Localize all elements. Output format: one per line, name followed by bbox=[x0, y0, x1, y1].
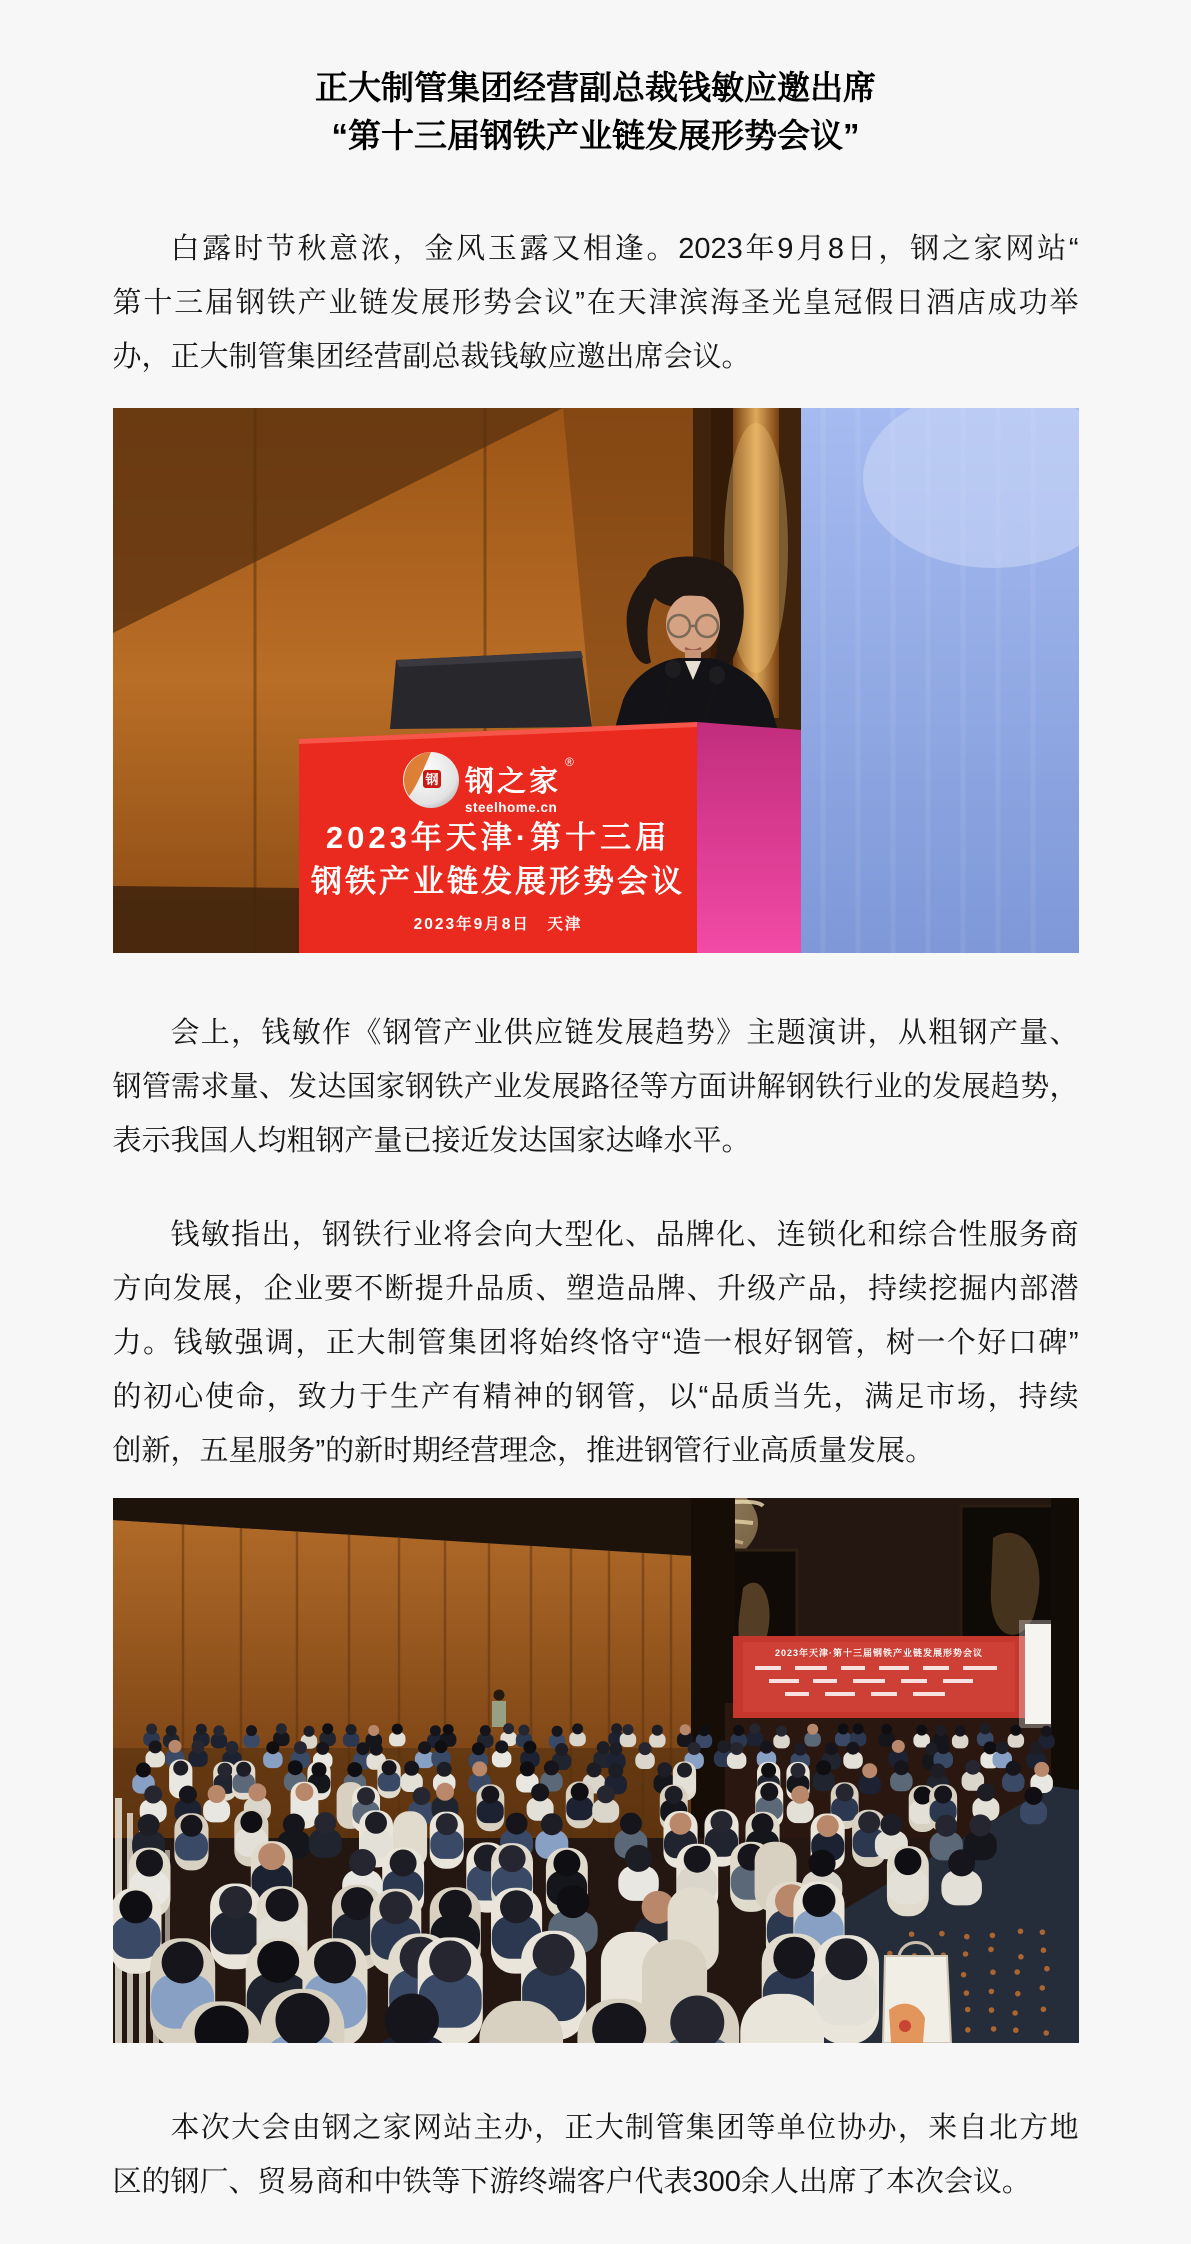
banner-line-1: 2023年天津·第十三届 bbox=[325, 820, 670, 855]
body-line: 会上，钱敏作《钢管产业供应链发展趋势》主题演讲，从粗钢产量、 bbox=[170, 1017, 1079, 1049]
title-line-1: 正大制管集团经营副总裁钱敏应邀出席 bbox=[315, 69, 876, 106]
body-line: 第十三届钢铁产业链发展形势会议”在天津滨海圣光皇冠假日酒店成功举 bbox=[112, 287, 1079, 319]
led-screen-blue bbox=[801, 408, 1079, 953]
body-line: 钢管需求量、发达国家钢铁产业发展路径等方面讲解钢铁行业的发展趋势， bbox=[112, 1071, 1079, 1103]
body-line: 办，正大制管集团经营副总裁钱敏应邀出席会议。 bbox=[112, 341, 751, 373]
logo-domain: steelhome.cn bbox=[464, 800, 557, 815]
page-title bbox=[113, 64, 1079, 160]
podium-side bbox=[697, 722, 801, 953]
paragraph-2 bbox=[113, 1006, 1079, 1168]
body-line: 区的钢厂、贸易商和中铁等下游终端客户代表300余人出席了本次会议。 bbox=[112, 2166, 1031, 2198]
body-line: 创新，五星服务”的新时期经营理念，推进钢管行业高质量发展。 bbox=[112, 1435, 935, 1467]
title-line-2: “第十三届钢铁产业链发展形势会议” bbox=[331, 117, 860, 154]
banner-line-2: 钢铁产业链发展形势会议 bbox=[310, 864, 685, 899]
body-line: 钱敏指出，钢铁行业将会向大型化、品牌化、连锁化和综合性服务商 bbox=[170, 1219, 1079, 1251]
screen-title-text: 2023年天津·第十三届钢铁产业链发展形势会议 bbox=[774, 1648, 983, 1658]
gift-bag bbox=[883, 1943, 951, 2044]
speaker-photo-figure bbox=[113, 408, 1079, 953]
article-content bbox=[113, 64, 1079, 2209]
standing-presenter bbox=[492, 1690, 506, 1728]
audience-photo-figure bbox=[113, 1498, 1079, 2043]
projection-screen bbox=[733, 1636, 1025, 1718]
body-line: 白露时节秋意浓，金风玉露又相逢。2023年9月8日，钢之家网站“ bbox=[170, 233, 1079, 265]
registered-mark: ® bbox=[564, 755, 574, 769]
laptop bbox=[390, 651, 592, 729]
logo-seal-char: 钢 bbox=[424, 772, 439, 787]
paragraph-3 bbox=[113, 1208, 1079, 1478]
body-line: 的初心使命，致力于生产有精神的钢管，以“品质当先，满足市场，持续 bbox=[112, 1381, 1079, 1413]
podium bbox=[299, 722, 801, 953]
speaker-photo bbox=[113, 408, 1079, 953]
right-pillar bbox=[1051, 1498, 1079, 1808]
body-line: 力。钱敏强调，正大制管集团将始终恪守“造一根好钢管，树一个好口碑” bbox=[112, 1327, 1079, 1359]
paragraph-4 bbox=[113, 2101, 1079, 2209]
body-line: 方向发展，企业要不断提升品质、塑造品牌、升级产品，持续挖掘内部潜 bbox=[112, 1273, 1079, 1305]
paragraph-1 bbox=[113, 222, 1079, 384]
logo-text: 钢之家 bbox=[464, 766, 561, 798]
body-line: 本次大会由钢之家网站主办，正大制管集团等单位协办，来自北方地 bbox=[170, 2112, 1079, 2144]
audience-photo bbox=[113, 1498, 1079, 2043]
banner-line-3: 2023年9月8日 天津 bbox=[413, 916, 582, 933]
body-line: 表示我国人均粗钢产量已接近发达国家达峰水平。 bbox=[112, 1125, 751, 1157]
